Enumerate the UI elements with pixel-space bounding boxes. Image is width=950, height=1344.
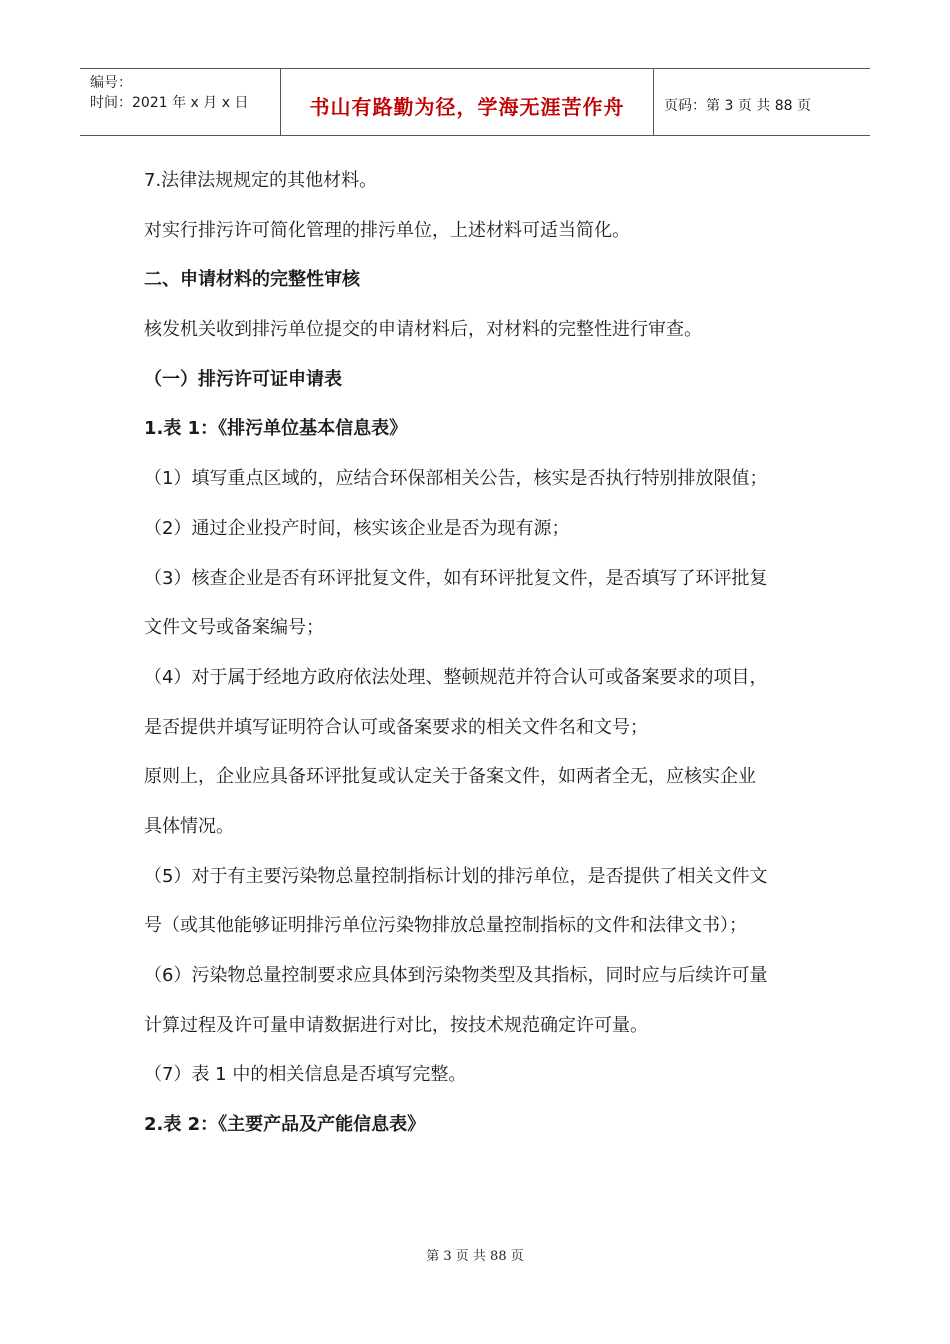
body-line: 号（或其他能够证明排污单位污染物排放总量控制指标的文件和法律文书）； (144, 915, 747, 937)
body-line: （4）对于属于经地方政府依法处理、整顿规范并符合认可或备案要求的项目， (144, 666, 768, 688)
body-line: 是否提供并填写证明符合认可或备案要求的相关文件名和文号； (144, 716, 648, 738)
body-line: 7.法律法规规定的其他材料。 (144, 170, 378, 191)
body-line: （2）通过企业投产时间，核实该企业是否为现有源； (144, 517, 570, 539)
header-meta (80, 69, 281, 135)
page-footer (0, 1245, 950, 1264)
document-number-label: 编号： (90, 75, 132, 91)
table-heading: 2.表 2：《主要产品及产能信息表》 (144, 1114, 426, 1136)
body-line: 原则上，企业应具备环评批复或认定关于备案文件，如两者全无，应核实企业 (144, 766, 756, 788)
body-line: 文件文号或备案编号； (144, 617, 324, 639)
body-line: 对实行排污许可简化管理的排污单位，上述材料可适当简化。 (144, 219, 630, 241)
body-line: 核发机关收到排污单位提交的申请材料后，对材料的完整性进行审查。 (144, 319, 702, 341)
body-line: （6）污染物总量控制要求应具体到污染物类型及其指标，同时应与后续许可量 (144, 965, 768, 986)
section-heading: 二、申请材料的完整性审核 (144, 269, 360, 291)
header-motto-cell (281, 69, 654, 135)
body-line: （7）表 1 中的相关信息是否填写完整。 (144, 1064, 467, 1086)
table-heading: 1.表 1：《排污单位基本信息表》 (144, 418, 408, 440)
body-line: 计算过程及许可量申请数据进行对比，按技术规范确定许可量。 (144, 1014, 648, 1036)
body-line: （3）核查企业是否有环评批复文件，如有环评批复文件，是否填写了环评批复 (144, 567, 768, 589)
header-page-number: 页码：第 3 页 共 88 页 (664, 98, 811, 114)
header-page-cell (654, 69, 870, 135)
document-body (144, 166, 814, 1160)
document-date-label: 时间：2021 年 x 月 x 日 (90, 95, 249, 111)
body-line: （5）对于有主要污染物总量控制指标计划的排污单位，是否提供了相关文件文 (144, 865, 768, 887)
page-header (80, 68, 870, 136)
body-line: 具体情况。 (144, 815, 234, 837)
footer-page-number: 第 3 页 共 88 页 (426, 1249, 524, 1264)
subsection-heading: （一）排污许可证申请表 (144, 368, 342, 390)
body-line: （1）填写重点区域的，应结合环保部相关公告，核实是否执行特别排放限值； (144, 468, 768, 490)
header-motto: 书山有路勤为径，学海无涯苦作舟 (309, 94, 625, 119)
